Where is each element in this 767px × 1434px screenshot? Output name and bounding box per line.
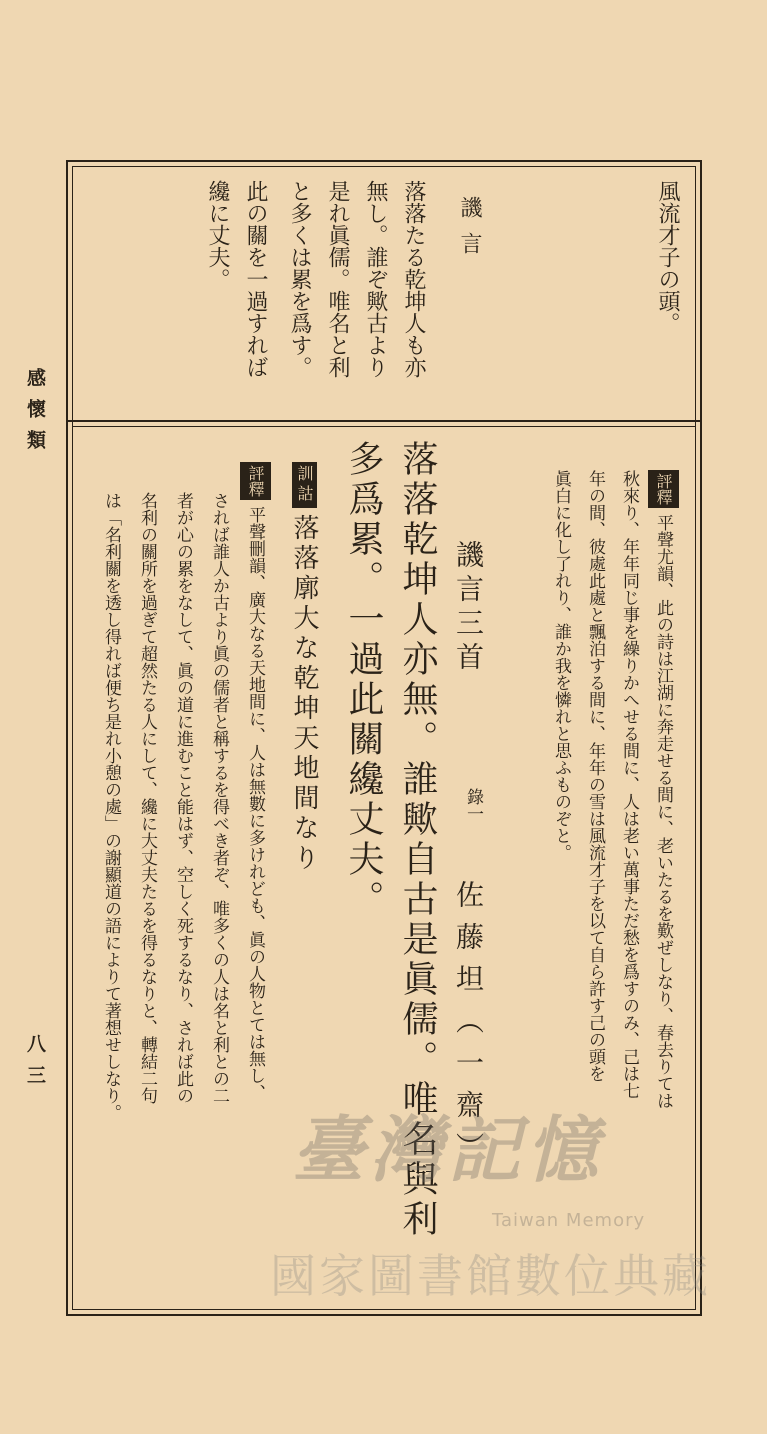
upper-col-5: と多くは累を爲す。 xyxy=(287,180,312,378)
page-number: 八三 xyxy=(24,1034,46,1096)
gloss-col xyxy=(286,462,323,874)
upper-col-7: 纔に丈夫。 xyxy=(205,180,230,290)
commentary-line-2: されば誰人か古より眞の儒者と稱するを得べき者ぞ、唯多くの人は名と利との二 xyxy=(209,492,229,1104)
gloss-text: 落落廓大な乾坤天地間なり xyxy=(289,514,319,874)
review-1-col-1 xyxy=(648,470,679,1109)
upper-col-6: 此の關を一過すれば xyxy=(243,180,268,378)
upper-title: 譏言 xyxy=(457,196,482,268)
watermark-chinese: 國家圖書館數位典藏 xyxy=(270,1249,711,1303)
poem-title: 譏言三首 xyxy=(452,540,485,676)
commentary-line-3: 者が心の累をなして、眞の道に進むこと能はず、空しく死するなり、されば此の xyxy=(173,492,193,1104)
watermark-english: Taiwan Memory xyxy=(492,1210,646,1231)
review-tag: 評釋 xyxy=(648,470,679,508)
section-divider-inner xyxy=(72,426,696,427)
upper-col-4: 是れ眞儒。唯名と利 xyxy=(325,180,350,378)
category-label: 感懷類 xyxy=(24,368,46,461)
upper-col-1: 風流才子の頭。 xyxy=(655,180,680,334)
poem-author: 佐藤坦（一齋） xyxy=(452,880,485,1174)
poem-line-2: 多爲累。一過此關纔丈夫。 xyxy=(343,440,384,920)
commentary-line-5: は「名利關を透し得れば便ち是れ小憩の處」の謝顯道の語によりて著想せしなり。 xyxy=(101,492,121,1121)
commentary-line-4: 名利の關所を過ぎて超然たる人にして、纔に大丈夫たるを得るなりと、轉結二句 xyxy=(137,492,157,1104)
upper-col-2: 落落たる乾坤人も亦 xyxy=(401,180,426,378)
upper-col-3: 無し。誰ぞ歟古より xyxy=(363,180,388,378)
poem-line-1: 落落乾坤人亦無。誰歟自古是眞儒。唯名與利 xyxy=(397,440,438,1240)
review-1-line-1: 平聲尤韻、此の詩は江湖に奔走せる間に、老いたるを歎ぜしなり、春去りては xyxy=(653,514,673,1109)
review-1-line-3: 年の間、彼處此處と飄泊する間に、年年の雪は風流才子を以て自ら許す己の頭を xyxy=(585,470,605,1082)
commentary-line-1: 平聲刪韻、廣大なる天地間に、人は無數に多けれども、眞の人物とては無し、 xyxy=(245,506,265,1101)
watermark-script: 臺灣記憶 xyxy=(292,1107,605,1192)
commentary-tag: 評釋 xyxy=(240,462,271,500)
commentary-col-1 xyxy=(240,462,271,1101)
review-1-line-2: 秋來り、年年同じ事を繰りかへせる間に、人は老い萬事ただ愁を爲すのみ、己は七 xyxy=(619,470,639,1099)
review-1-line-4: 眞白に化し了れり、誰か我を憐れと思ふものぞと。 xyxy=(551,470,571,861)
section-divider xyxy=(66,420,702,422)
gloss-tag: 訓詁 xyxy=(292,462,317,508)
poem-title-note: 錄一 xyxy=(463,788,483,822)
